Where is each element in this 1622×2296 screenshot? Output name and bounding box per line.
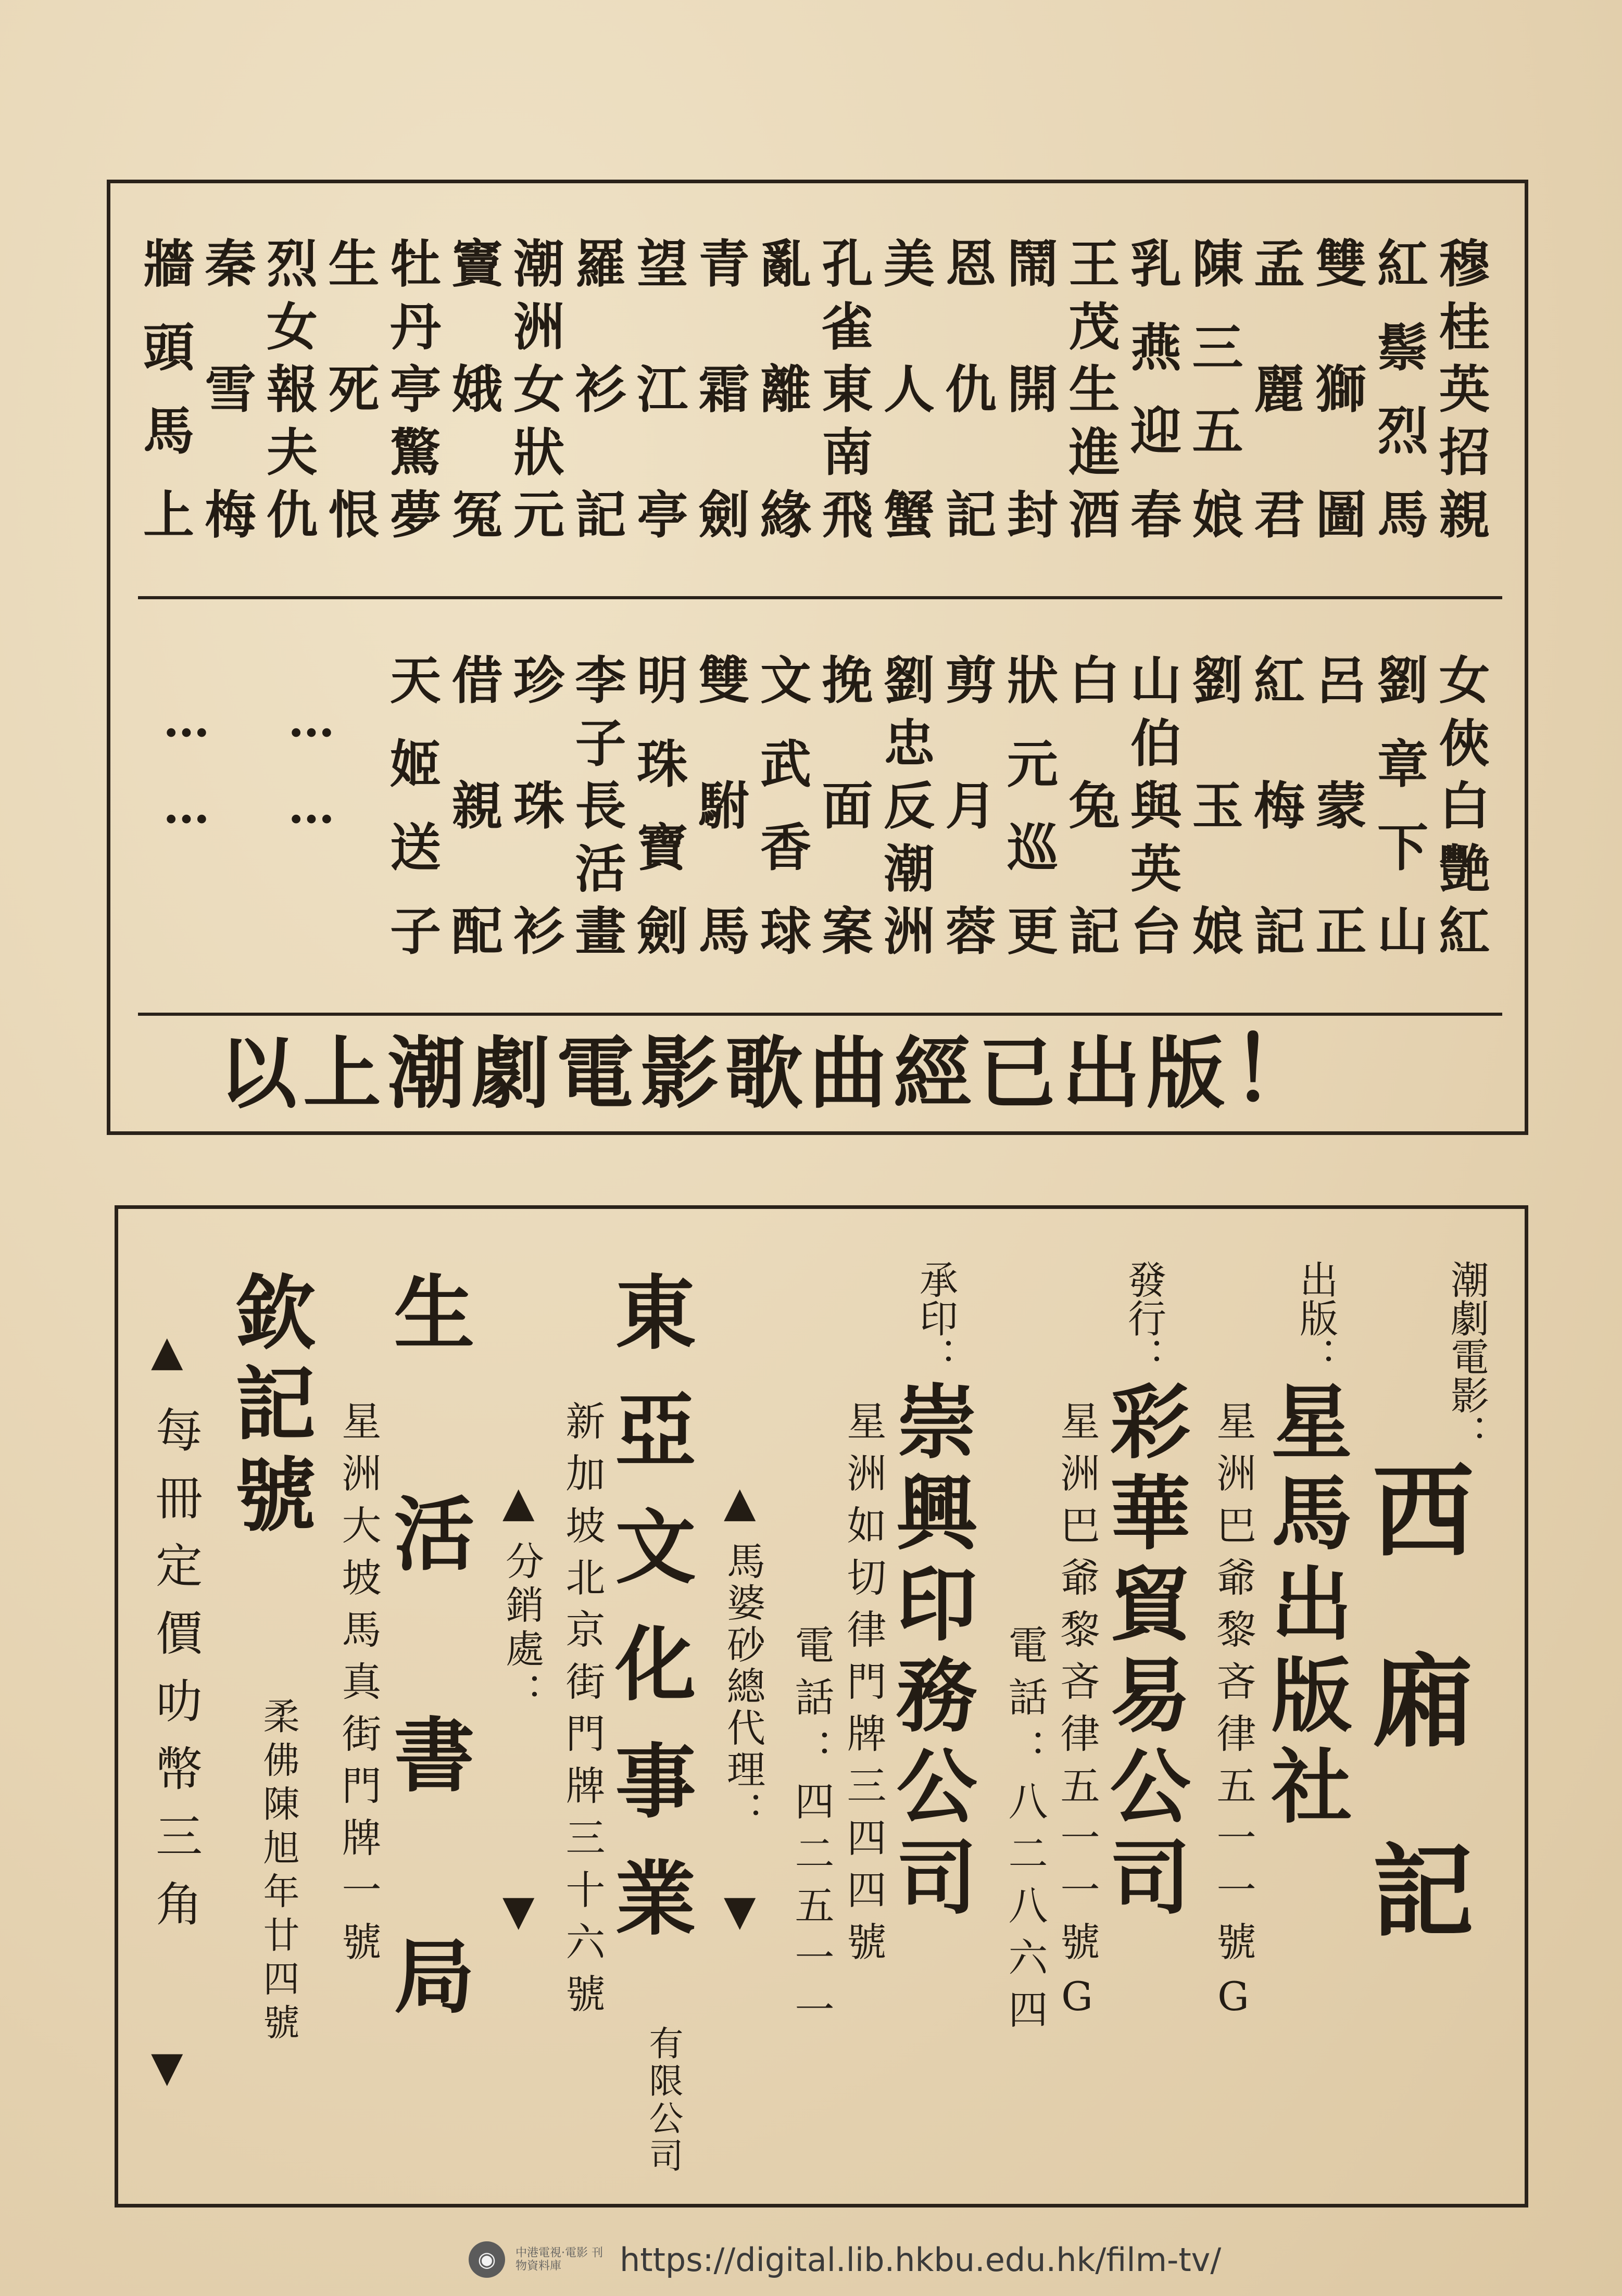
title-entry: 明 珠 寶 劍 <box>628 653 688 955</box>
publisher-address: 星洲巴爺黎吝律五一一號G <box>1210 1401 1256 2032</box>
title-entry: 牡 丹 亭 驚 夢 <box>381 237 442 539</box>
title-entry: 青 霜 劍 <box>690 237 750 539</box>
title-entry: 雙 駙 馬 <box>690 653 750 955</box>
title-entry: 白 兔 記 <box>1060 653 1120 955</box>
title-entry: 天 姬 送 子 <box>381 653 442 955</box>
title-entry: 剪 月 蓉 <box>937 653 997 955</box>
distributor-phone: 電話：八二八六四 <box>1002 1624 1048 2041</box>
title-entry: 鬧 開 封 <box>998 237 1059 539</box>
title-entry: 紅 鬃 烈 馬 <box>1368 237 1429 539</box>
library-name: 中港電視·電影 刊物資料庫 <box>515 2246 603 2273</box>
title-entry: 烈 女 報 夫 仇 <box>258 237 318 539</box>
printer-phone: 電話：四二五一一 <box>788 1624 835 2041</box>
title-entry: 乳 燕 迎 春 <box>1122 237 1182 539</box>
title-entry: 劉 章 下 山 <box>1368 653 1429 955</box>
triangle-down-icon: ▼ <box>724 1886 756 1935</box>
continuation-dots-1: …… <box>159 692 214 865</box>
publisher-work-title: 西廂記 <box>1355 1458 1475 2028</box>
title-entry: 孟 麗 君 <box>1245 237 1305 539</box>
triangle-down-icon: ▼ <box>502 1886 535 1935</box>
printer-role: 承印： <box>913 1260 958 1376</box>
distributor-company: 彩華貿易公司 <box>1097 1380 1192 1926</box>
title-entry: 竇 娥 冤 <box>443 237 503 539</box>
agent-address: 新加坡北京街門牌三十六號 <box>559 1401 606 2025</box>
title-entry: 李 子 長 活 畫 <box>567 653 626 955</box>
agent-role: 馬婆砂總代理： <box>721 1541 765 1833</box>
banner-divider <box>138 1013 1502 1016</box>
distributor-address: 星洲巴爺黎吝律五一一號G <box>1054 1401 1100 2032</box>
triangle-up-icon: ▲ <box>502 1478 535 1526</box>
title-entry: 呂 蒙 正 <box>1307 653 1367 955</box>
continuation-dots-2: …… <box>284 692 339 865</box>
title-entry: 羅 衫 記 <box>567 237 626 539</box>
branch-shop-2-address: 柔佛陳旭年廿四號 <box>257 1697 300 2047</box>
title-entry: 秦 雪 梅 <box>196 237 256 539</box>
agent-company: 東亞文化事業 <box>602 1270 697 1973</box>
title-entry: 劉 玉 娘 <box>1184 653 1243 955</box>
publisher-role: 出版： <box>1293 1260 1338 1376</box>
title-entry: 牆 頭 馬 上 <box>134 237 195 539</box>
title-entry: 陳 三 五 娘 <box>1184 237 1243 539</box>
title-entry: 亂 離 緣 <box>751 237 812 539</box>
agent-company-suffix: 有限公司 <box>643 2025 683 2175</box>
title-entry: 文 武 香 球 <box>751 653 812 955</box>
triangle-up-icon: ▲ <box>151 1327 183 1375</box>
library-watermark <box>469 2239 1221 2280</box>
titles-divider <box>138 596 1502 599</box>
branch-shop-1-address: 星洲大坡馬真街門牌一號 <box>335 1401 382 1973</box>
price-note: 每冊定價叻幣三角 <box>147 1406 202 1947</box>
title-entry: 王 茂 生 進 酒 <box>1060 237 1120 539</box>
title-entry: 美 人 蟹 <box>875 237 935 539</box>
title-entry: 恩 仇 記 <box>937 237 997 539</box>
title-entry: 珍 珠 衫 <box>505 653 565 955</box>
title-entry: 潮 洲 女 狀 元 <box>505 237 565 539</box>
title-entry: 女 俠 白 艷 紅 <box>1430 653 1490 955</box>
published-banner <box>219 1018 1416 1122</box>
title-entry: 雙 獅 圖 <box>1307 237 1367 539</box>
printer-address: 星洲如切律門牌三四四號 <box>840 1401 887 1973</box>
title-entry: 狀 元 巡 更 <box>998 653 1059 955</box>
title-entry: 孔 雀 東 南 飛 <box>813 237 873 539</box>
publisher-label: 潮劇電影： <box>1444 1260 1489 1453</box>
title-entry: 借 親 配 <box>443 653 503 955</box>
title-entry: 生 死 恨 <box>320 237 380 539</box>
title-entry: 劉 忠 反 潮 洲 <box>875 653 935 955</box>
title-entry: 紅 梅 記 <box>1245 653 1305 955</box>
title-entry: 挽 面 案 <box>813 653 873 955</box>
printer-company: 崇興印務公司 <box>883 1380 978 1926</box>
publisher-company: 星馬出版社 <box>1258 1380 1353 1835</box>
triangle-down-icon: ▼ <box>151 2042 183 2091</box>
triangle-up-icon: ▲ <box>724 1478 756 1526</box>
exclamation-mark: ！ <box>1231 1018 1326 1122</box>
branch-shop-1: 生活書局 <box>381 1270 476 2155</box>
title-entry: 山 伯 與 英 台 <box>1122 653 1182 955</box>
library-url[interactable]: https://digital.lib.hkbu.edu.hk/film-tv/ <box>620 2240 1222 2279</box>
title-entry: 望 江 亭 <box>628 237 688 539</box>
branch-shop-2: 欽記號 <box>222 1270 317 1544</box>
library-logo-icon: ◉ <box>469 2241 505 2278</box>
branch-role: 分銷處： <box>499 1541 544 1716</box>
distributor-role: 發行： <box>1122 1260 1166 1376</box>
title-entry: 穆 桂 英 招 親 <box>1430 237 1490 539</box>
published-banner-text: 以上潮劇電影歌曲經已出版 <box>219 1028 1231 1119</box>
